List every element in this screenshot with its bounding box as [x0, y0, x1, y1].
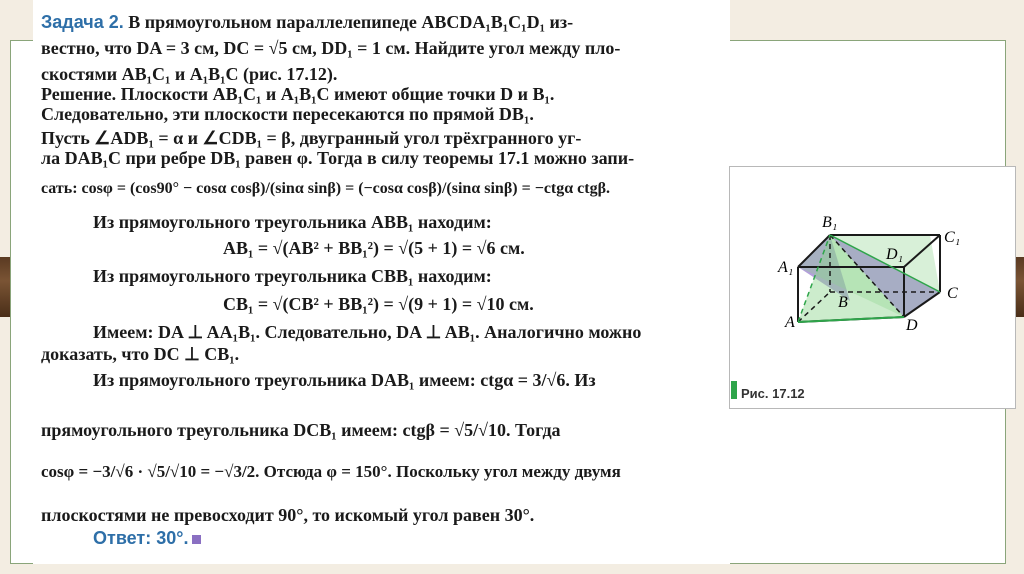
solution-line-1: Решение. Плоскости AB₁C₁ и A₁B₁C имеют общие точки D и B₁. [41, 84, 555, 104]
label-d: D [906, 317, 918, 334]
textbook-scan [33, 0, 730, 564]
problem-line-3: скостями AB₁C₁ и A₁B₁C (рис. 17.12). [41, 64, 338, 84]
figure-panel [729, 166, 1016, 409]
solution-formula-cb1: CB₁ = √(CB² + BB₁²) = √(9 + 1) = √10 см. [223, 294, 534, 314]
solution-formula-cos: сать: cosφ = (cos90° − cosα cosβ)/(sinα sinβ) = (−cosα cosβ)/(sinα sinβ) = −ctgα ctgβ. [41, 180, 611, 197]
solution-line-3: Пусть ∠ADB₁ = α и ∠CDB₁ = β, двугранный угол трёхгранного уг- [41, 128, 582, 148]
answer-line [93, 528, 201, 549]
label-b1: B₁ [822, 214, 838, 231]
caption-marker [731, 381, 737, 399]
answer-text: Ответ: 30°. [93, 528, 189, 548]
solution-formula-ab1: AB₁ = √(AB² + BB₁²) = √(5 + 1) = √6 см. [223, 238, 525, 258]
solution-line-4: ла DAB₁C при ребре DB₁ равен φ. Тогда в силу теоремы 17.1 можно запи- [41, 148, 635, 168]
label-b: B [838, 294, 848, 311]
solution-line-dcb1: прямоугольного треугольника DCB₁ имеем: ctgβ = √5/√10. Тогда [41, 420, 561, 440]
problem-line-2: вестно, что DA = 3 см, DC = √5 см, DD₁ = 1 см. Найдите угол между пло- [41, 38, 621, 58]
solution-line-2: Следовательно, эти плоскости пересекаются по прямой DB₁. [41, 104, 534, 124]
problem-title: Задача 2. [41, 12, 124, 32]
label-c: C [947, 285, 958, 302]
figure-caption: Рис. 17.12 [741, 386, 805, 401]
solution-line-perp: Имеем: DA ⊥ AA₁B₁. Следовательно, DA ⊥ AB₁. Аналогично можно [93, 322, 642, 342]
label-a: A [785, 314, 795, 331]
solution-line-abb1: Из прямоугольного треугольника ABB₁ находим: [93, 212, 492, 232]
parallelepiped-diagram [730, 167, 1015, 408]
end-of-solution-marker [192, 535, 201, 544]
solution-line-cbb1: Из прямоугольного треугольника CBB₁ находим: [93, 266, 492, 286]
solution-formula-cosphi: cosφ = −3/√6 · √5/√10 = −√3/2. Отсюда φ = 150°. Поскольку угол между двумя [41, 462, 621, 481]
label-d1: D₁ [886, 246, 904, 263]
solution-line-dab1: Из прямоугольного треугольника DAB₁ имеем: ctgα = 3/√6. Из [93, 370, 596, 390]
solution-line-final: плоскостями не превосходит 90°, то искомый угол равен 30°. [41, 505, 535, 525]
label-a1: A₁ [778, 259, 794, 276]
problem-line-1: Задача 2. В прямоугольном параллелепипеде ABCDA₁B₁C₁D₁ из- [41, 12, 574, 32]
solution-line-dc: доказать, что DC ⊥ CB₁. [41, 344, 240, 364]
label-c1: C₁ [944, 229, 961, 246]
